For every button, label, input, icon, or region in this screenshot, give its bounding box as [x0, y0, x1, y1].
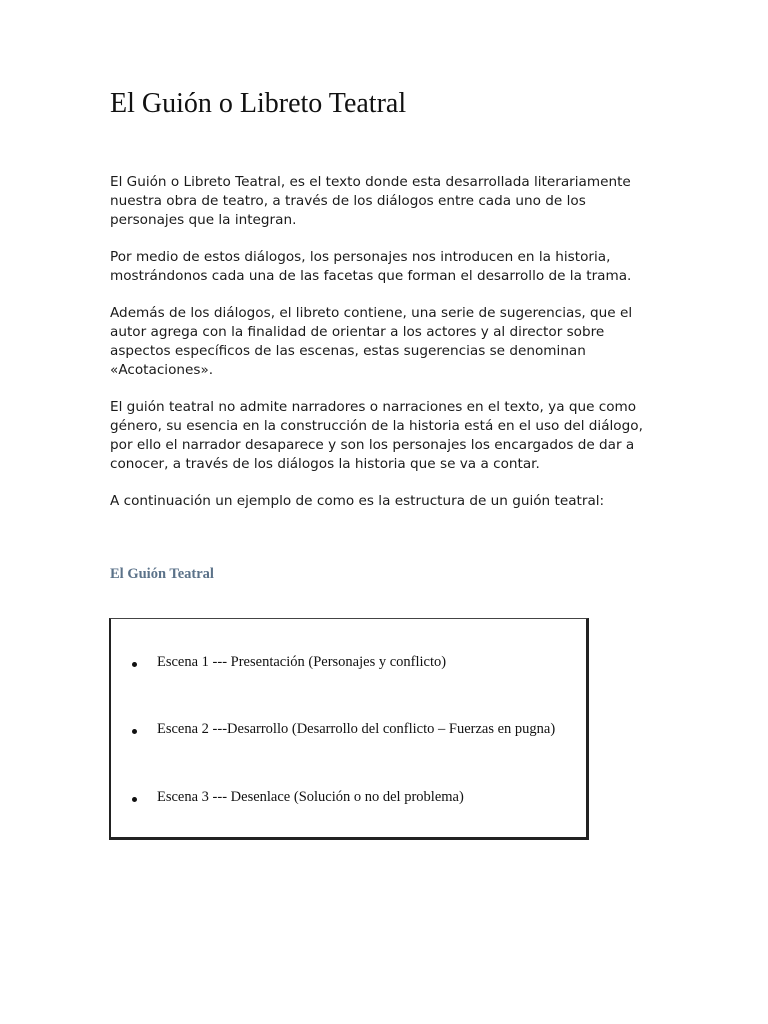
paragraph-intro — [110, 173, 650, 230]
paragraph-example-intro — [110, 492, 650, 511]
paragraph-line: El Guión o Libreto Teatral, es el texto donde esta desarrollada literariamente — [110, 174, 631, 190]
section-subheading: El Guión Teatral — [110, 566, 214, 582]
paragraph-line: mostrándonos cada una de las facetas que forman el desarrollo de la trama. — [110, 268, 632, 284]
bullet-icon — [132, 797, 137, 802]
paragraph-narrator — [110, 398, 650, 474]
paragraph-line: por ello el narrador desaparece y son los personajes los encargados de dar a — [110, 437, 635, 453]
paragraph-line: Además de los diálogos, el libreto contiene, una serie de sugerencias, que el — [110, 305, 633, 321]
paragraph-line: Por medio de estos diálogos, los personajes nos introducen en la historia, — [110, 249, 611, 265]
bullet-icon — [132, 662, 137, 667]
paragraph-line: personajes que la integran. — [110, 212, 297, 228]
scene-text: Escena 1 --- Presentación (Personajes y conflicto) — [157, 654, 447, 670]
document-body — [110, 173, 650, 529]
paragraph-line: A continuación un ejemplo de como es la estructura de un guión teatral: — [110, 493, 605, 509]
paragraph-dialogues — [110, 248, 650, 286]
scene-structure-box — [109, 618, 589, 840]
paragraph-line: aspectos específicos de las escenas, estas sugerencias se denominan — [110, 343, 586, 359]
paragraph-acotaciones — [110, 304, 650, 380]
paragraph-line: nuestra obra de teatro, a través de los diálogos entre cada uno de los — [110, 193, 586, 209]
paragraph-line: autor agrega con la finalidad de orientar a los actores y al director sobre — [110, 324, 605, 340]
paragraph-line: «Acotaciones». — [110, 362, 214, 378]
bullet-icon — [132, 729, 137, 734]
document-title: El Guión o Libreto Teatral — [110, 88, 407, 119]
scene-text: Escena 3 --- Desenlace (Solución o no del problema) — [157, 789, 464, 805]
paragraph-line: El guión teatral no admite narradores o narraciones en el texto, ya que como — [110, 399, 637, 415]
scene-text: Escena 2 ---Desarrollo (Desarrollo del conflicto – Fuerzas en pugna) — [157, 721, 556, 737]
paragraph-line: género, su esencia en la construcción de la historia está en el uso del diálogo, — [110, 418, 643, 434]
paragraph-line: conocer, a través de los diálogos la historia que se va a contar. — [110, 456, 540, 472]
